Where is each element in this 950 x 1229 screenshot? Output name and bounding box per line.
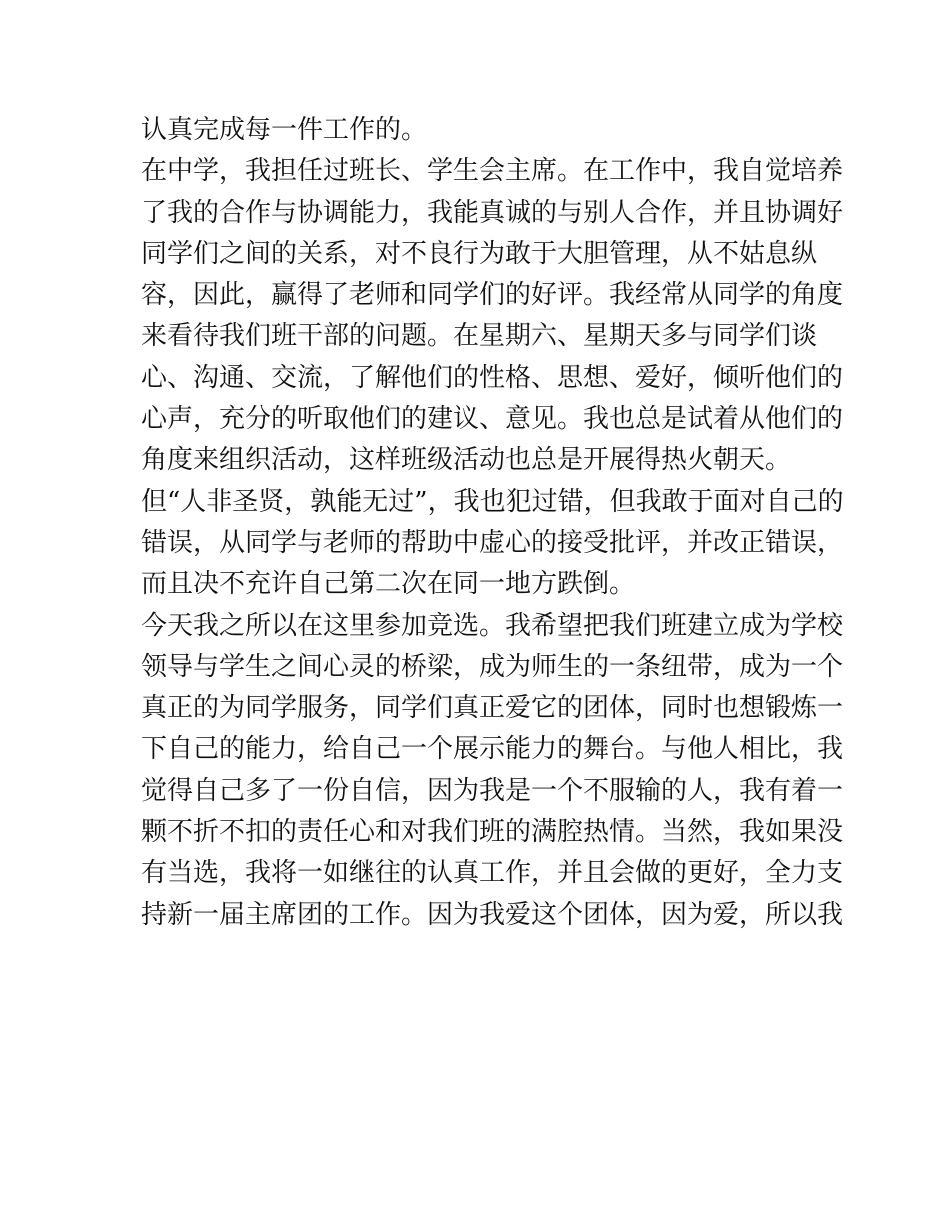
text-line: 了我的合作与协调能力，我能真诚的与别人合作，并且协调好 bbox=[141, 197, 844, 228]
text-line: 心声，充分的听取他们的建议、意见。我也总是试着从他们的 bbox=[141, 404, 844, 435]
text-line: 容，因此，赢得了老师和同学们的好评。我经常从同学的角度 bbox=[141, 280, 844, 311]
text-line: 觉得自己多了一份自信，因为我是一个不服输的人，我有着一 bbox=[141, 775, 844, 806]
text-line: 在中学，我担任过班长、学生会主席。在工作中，我自觉培养 bbox=[141, 156, 844, 187]
text-line: 领导与学生之间心灵的桥梁，成为师生的一条纽带，成为一个 bbox=[141, 651, 844, 682]
document-body bbox=[141, 110, 844, 936]
text-line: 今天我之所以在这里参加竞选。我希望把我们班建立成为学校 bbox=[141, 610, 844, 641]
text-line: 真正的为同学服务，同学们真正爱它的团体，同时也想锻炼一 bbox=[141, 693, 844, 724]
text-line: 持新一届主席团的工作。因为我爱这个团体，因为爱，所以我 bbox=[141, 899, 844, 930]
text-line: 颗不折不扣的责任心和对我们班的满腔热情。当然，我如果没 bbox=[141, 817, 844, 848]
text-line: 错误，从同学与老师的帮助中虚心的接受批评，并改正错误， bbox=[141, 527, 844, 558]
text-line: 角度来组织活动，这样班级活动也总是开展得热火朝天。 bbox=[141, 445, 792, 476]
text-line: 来看待我们班干部的问题。在星期六、星期天多与同学们谈 bbox=[141, 321, 818, 352]
text-line: 而且决不充许自己第二次在同一地方跌倒。 bbox=[141, 569, 636, 600]
text-line: 但“人非圣贤，孰能无过”，我也犯过错，但我敢于面对自己的 bbox=[141, 486, 844, 517]
text-line: 心、沟通、交流，了解他们的性格、思想、爱好，倾听他们的 bbox=[141, 362, 844, 393]
text-line: 下自己的能力，给自己一个展示能力的舞台。与他人相比，我 bbox=[141, 734, 844, 765]
text-line: 有当选，我将一如继往的认真工作，并且会做的更好，全力支 bbox=[141, 858, 844, 889]
text-line: 认真完成每一件工作的。 bbox=[141, 115, 428, 145]
text-line: 同学们之间的关系，对不良行为敢于大胆管理，从不姑息纵 bbox=[141, 238, 818, 269]
